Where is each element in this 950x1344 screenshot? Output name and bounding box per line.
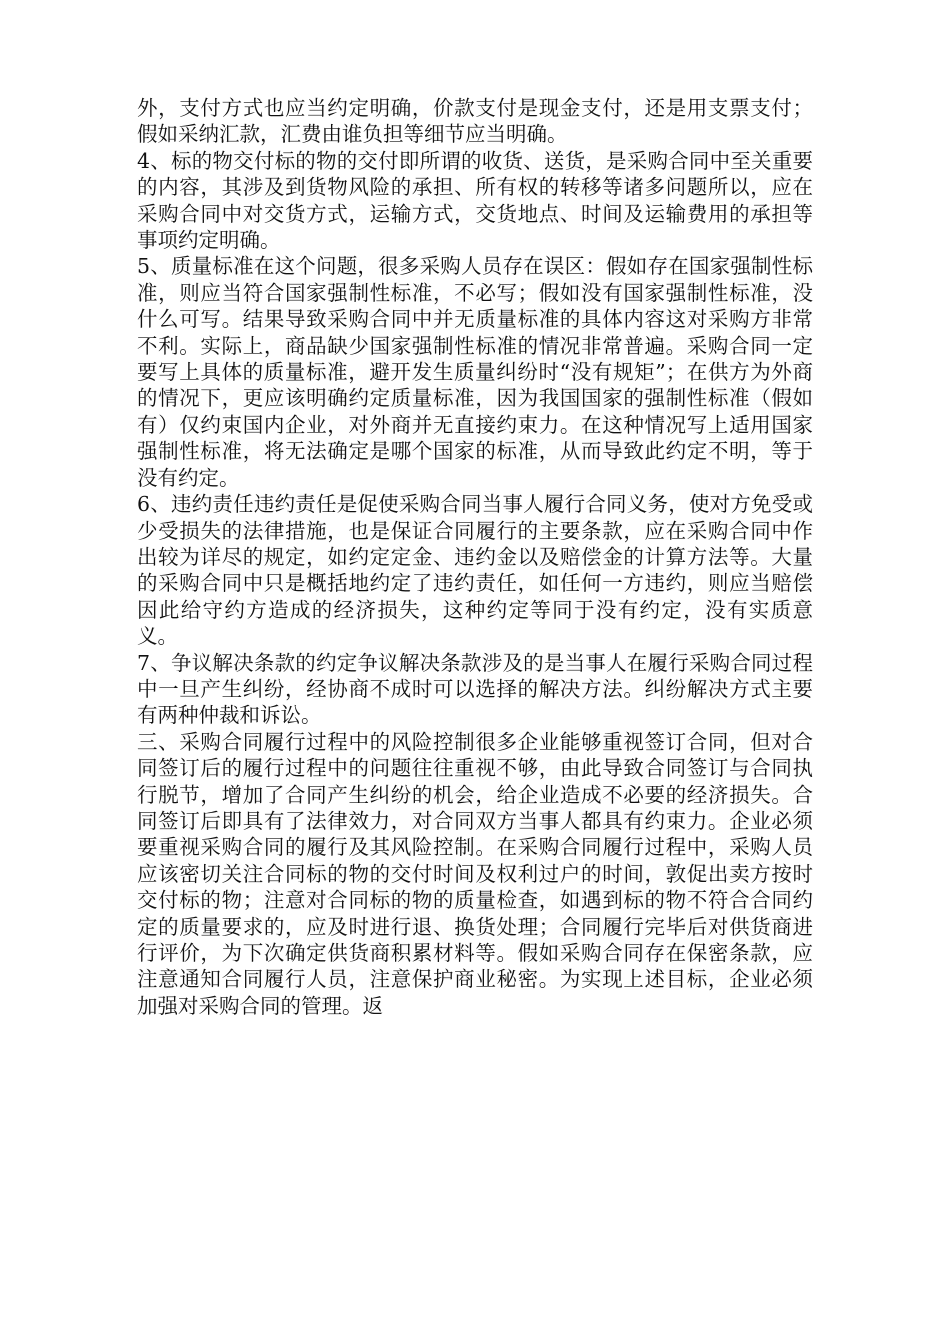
paragraph-liability: 6、违约责任违约责任是促使采购合同当事人履行合同义务，使对方免受或少受损失的法律措施，也是保证合同履行的主要条款，应在采购合同中作出较为详尽的规定，如约定定金、违约金以及赔偿金的计算方法等。大量的采购合同中只是概括地约定了违约责任，如任何一方违约，则应当赔偿因此给守约方造成的经济损失，这种约定等同于没有约定，没有实质意义。 <box>137 492 813 649</box>
document-body <box>137 95 813 1019</box>
paragraph-risk-control: 三、采购合同履行过程中的风险控制很多企业能够重视签订合同，但对合同签订后的履行过程中的问题往往重视不够，由此导致合同签订与合同执行脱节，增加了合同产生纠纷的机会，给企业造成不必要的经济损失。合同签订后即具有了法律效力，对合同双方当事人都具有约束力。企业必须要重视采购合同的履行及其风险控制。在采购合同履行过程中，采购人员应该密切关注合同标的物的交付时间及权利过户的时间，敦促出卖方按时交付标的物；注意对合同标的物的质量检查，如遇到标的物不符合合同约定的质量要求的，应及时进行退、换货处理；合同履行完毕后对供货商进行评价，为下次确定供货商积累材料等。假如采购合同存在保密条款，应注意通知合同履行人员，注意保护商业秘密。为实现上述目标，企业必须加强对采购合同的管理。返 <box>137 729 813 1018</box>
paragraph-payment-method: 外，支付方式也应当约定明确，价款支付是现金支付，还是用支票支付；假如采纳汇款，汇费由谁负担等细节应当明确。 <box>137 96 813 147</box>
paragraph-delivery: 4、标的物交付标的物的交付即所谓的收货、送货，是采购合同中至关重要的内容，其涉及到货物风险的承担、所有权的转移等诸多问题所以，应在采购合同中对交货方式，运输方式，交货地点、时间及运输费用的承担等事项约定明确。 <box>137 148 813 253</box>
paragraph-quality-standard: 5、质量标准在这个问题，很多采购人员存在误区：假如存在国家强制性标准，则应当符合国家强制性标准，不必写；假如没有国家强制性标准，没什么可写。结果导致采购合同中并无质量标准的具体内容这对采购方非常不利。实际上，商品缺少国家强制性标准的情况非常普遍。采购合同一定要写上具体的质量标准，避开发生质量纠纷时“没有规矩”；在供方为外商的情况下，更应该明确约定质量标准，因为我国国家的强制性标准（假如有）仅约束国内企业，对外商并无直接约束力。在这种情况写上适用国家强制性标准，将无法确定是哪个国家的标准，从而导致此约定不明，等于没有约定。 <box>137 254 813 490</box>
paragraph-dispute-resolution: 7、争议解决条款的约定争议解决条款涉及的是当事人在履行采购合同过程中一旦产生纠纷，经协商不成时可以选择的解决方法。纠纷解决方式主要有两种仲裁和诉讼。 <box>137 650 813 728</box>
